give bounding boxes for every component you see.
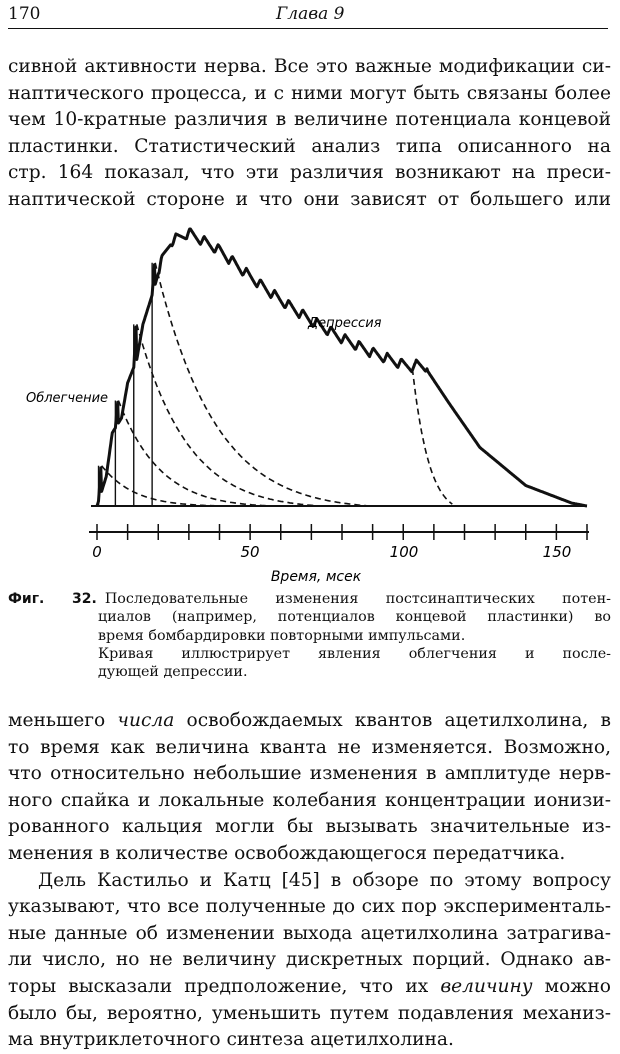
paragraph-bottom (8, 708, 611, 1054)
running-header (8, 4, 608, 29)
text-line: указывают, что все полученные до сих пор эксперименталь- (8, 896, 611, 918)
caption-line: Кривая иллюстрирует явления облегчения и после- (98, 645, 611, 662)
psp-chart (0, 205, 620, 595)
emphasis: числа (117, 710, 175, 731)
text-line: ного спайка и локальные колебания концентрации ионизи- (8, 789, 611, 811)
caption-line (8, 590, 611, 608)
psp-envelope-curve (97, 229, 587, 506)
tick-label-150: 150 (542, 543, 572, 561)
paragraph-top (8, 54, 611, 214)
x-axis-label: Время, мсек (270, 569, 362, 585)
tick-label-50: 50 (240, 543, 260, 561)
figure-label: Фиг. 32. (8, 591, 97, 607)
decay-curve (118, 401, 268, 506)
text-line: пластинки. Статистический анализ типа описанного на (8, 135, 611, 157)
tick-label-100: 100 (389, 543, 419, 561)
annotation-depression: Депрессия (308, 316, 382, 331)
text-run: освобождаемых квантов ацетилхолина, в (174, 710, 611, 731)
text-line: ма внутриклеточного синтеза ацетилхолина. (8, 1029, 454, 1051)
tick-label-0: 0 (92, 543, 102, 561)
decay-curve (155, 263, 366, 506)
text-line (8, 708, 611, 735)
caption-text: Последовательные изменения постсинаптических потен- (104, 591, 611, 607)
page-number: 170 (8, 4, 41, 24)
decay-curve (137, 324, 318, 506)
text-line: Дель Кастильо и Катц [45] в обзоре по этому вопросу (38, 869, 611, 891)
text-line: ли число, но не величину дискретных порций. Однако ав- (8, 949, 611, 971)
chapter-title: Глава 9 (276, 4, 345, 24)
decay-curves (102, 263, 453, 506)
annotation-facilitation: Облегчение (26, 391, 109, 406)
emphasis: величину (440, 975, 533, 997)
text-run: торы высказали предположение, что их (8, 975, 441, 997)
text-line: сивной активности нерва. Все это важные модификации си- (8, 56, 611, 77)
text-line: было бы, вероятно, уменьшить путем подавления механиз- (8, 1002, 611, 1024)
text-line: чем 10-кратные различия в величине потенциала концевой (8, 109, 611, 131)
text-line: ные данные об изменении выхода ацетилхолина затрагива- (8, 922, 611, 944)
caption-line: время бомбардировки повторными импульсами. (98, 627, 466, 644)
text-line: наптического процесса, и с ними могут быть связаны более (8, 82, 611, 104)
text-line: рованного кальция могли бы вызывать значительные из- (8, 816, 611, 838)
figure-caption (8, 590, 611, 681)
caption-line: дующей депрессии. (98, 664, 248, 681)
text-line: то время как величина кванта не изменяется. Возможно, (8, 736, 611, 758)
figure-32 (0, 205, 620, 595)
text-line: что относительно небольшие изменения в амплитуде нерв- (8, 763, 611, 785)
text-line: менения в количестве освобождающегося передатчика. (8, 842, 566, 864)
text-line: наптической стороне и что они зависят от большего или (8, 188, 611, 210)
text-run: меньшего (8, 710, 118, 731)
decay-curve (412, 369, 452, 504)
text-line: стр. 164 показал, что эти различия возникают на преси- (8, 162, 611, 184)
text-line (8, 974, 611, 1001)
text-run: можно (532, 975, 611, 997)
caption-line: циалов (например, потенциалов концевой пластинки) во (98, 609, 611, 626)
